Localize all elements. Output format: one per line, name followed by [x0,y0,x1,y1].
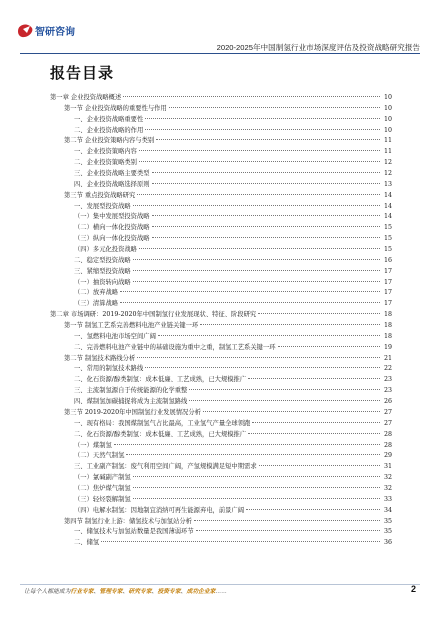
toc-entry-title: （一）抽资转向战略 [74,278,131,286]
toc-entry-page: 15 [383,235,392,243]
toc-entry-title: 第三节 重点投资战略研究 [64,191,136,199]
toc-entry[interactable] [50,278,392,289]
toc-dot-leader [123,96,380,97]
toc-dot-leader [137,194,380,195]
toc-entry-title: （一）氯碱副产制氢 [74,474,131,482]
toc-dot-leader [158,335,380,336]
toc-entry[interactable] [50,332,392,343]
toc-dot-leader [203,411,380,412]
footer-prefix: 让每个人都能成为 [24,589,71,595]
logo-text: 智研咨询 [35,27,75,38]
toc-entry[interactable] [50,169,392,180]
toc-entry-page: 27 [383,419,392,427]
footer-divider [20,584,420,585]
toc-entry-page: 18 [383,332,392,340]
footer-item: 行业专家 [70,589,94,595]
toc-entry-page: 35 [383,528,392,536]
toc-entry-page: 11 [383,148,392,156]
toc-entry-title: （二）焦炉煤气制氢 [74,484,131,492]
toc-entry[interactable] [50,299,392,310]
toc-entry-title: 第二节 企业投资策略内容与类别 [64,137,155,145]
toc-entry-page: 31 [383,463,392,471]
toc-entry-title: 一、氢燃料电池市场空间广阔 [74,332,156,340]
toc-entry-title: 二、化石资源/醇类制氢：成本低廉、工艺成熟，已大规模推广 [74,376,247,384]
toc-dot-leader [133,476,380,477]
toc-entry[interactable] [50,158,392,169]
footer-slogan [24,586,227,595]
toc-entry[interactable] [50,191,392,202]
toc-entry[interactable] [50,495,392,506]
toc-dot-leader [248,378,380,379]
toc-entry-page: 34 [383,506,392,514]
toc-entry-page: 36 [383,539,392,547]
toc-dot-leader [189,389,380,390]
toc-entry-title: 三、主流制氢源自于传统能源的化学重整 [74,387,188,395]
toc-dot-leader [120,291,380,292]
toc-dot-leader [133,487,380,488]
toc-entry-title: （四）多元化投资战略 [74,246,137,254]
toc-entry-title: （三）清算战略 [74,300,119,308]
toc-entry-page: 17 [383,300,392,308]
toc-entry-page: 17 [383,267,392,275]
footer-item: 管理专家 [99,589,123,595]
toc-dot-leader [196,530,380,531]
toc-entry-title: （四）电解水制氢：因地制宜消纳可再生能源弃电，前景广阔 [74,506,245,514]
toc-entry[interactable] [50,538,392,549]
toc-entry[interactable] [50,364,392,375]
toc-entry-title: 二、企业投资策略类别 [74,159,137,167]
toc-entry[interactable] [50,147,392,158]
toc-entry[interactable] [50,473,392,484]
footer-suffix: …… [215,589,228,595]
footer-item: 研究专家 [128,589,152,595]
toc-entry-title: 一、储氢技术与加氢站数量是我国薄弱环节 [74,528,194,536]
toc-entry-title: 第一节 制氢工艺系完善燃料电池产业链关键一环 [64,322,199,330]
toc-entry-title: 一、常用的制氢技术路线 [74,365,144,373]
toc-entry-title: 第一章 企业投资战略概述 [50,94,122,101]
toc-entry-page: 17 [383,278,392,286]
toc-entry-title: 二、稳定型投资战略 [74,256,131,264]
toc-entry-title: 三、企业投资战略主要类型 [74,170,150,178]
toc-entry-page: 12 [383,170,392,178]
toc-entry-page: 14 [383,191,392,199]
toc-entry[interactable] [50,126,392,137]
toc-entry-page: 16 [383,256,392,264]
toc-entry-title: （三）轻烃裂解制氢 [74,495,131,503]
toc-entry[interactable] [50,484,392,495]
toc-entry[interactable] [50,288,392,299]
toc-dot-leader [133,259,380,260]
toc-entry-page: 13 [383,180,392,188]
toc-entry[interactable] [50,104,392,115]
toc-entry-title: 二、储氢 [74,539,100,547]
toc-entry[interactable] [50,419,392,430]
toc-entry-title: 四、煤制氢加碳捕捉将成为主流制氢路线 [74,398,188,406]
toc-entry-page: 33 [383,495,392,503]
toc-dot-leader [145,129,380,130]
toc-entry-title: （一）集中发展型投资战略 [74,213,150,221]
toc-dot-leader [252,422,380,423]
toc-dot-leader [169,107,380,108]
toc-entry-title: 二、化石资源/醇类制氢：成本低廉、工艺成熟，已大规模推广 [74,430,247,438]
toc-entry-page: 10 [383,115,392,123]
footer-sep: 、 [151,589,158,595]
toc-entry-title: 二、完善燃料电池产业链中的基础设施为重中之重，制氢工艺系关键一环 [74,343,276,351]
report-header-title: 2020-2025年中国制氢行业市场深度评估及投资战略研究报告 [216,43,420,52]
toc-entry-title: 第三节 2019-2020年中国制氢行业发展情况分析 [64,408,201,416]
toc-entry-page: 23 [383,387,392,395]
toc-entry-page: 17 [383,289,392,297]
footer-sep: 、 [180,589,187,595]
toc-entry-page: 14 [383,202,392,210]
toc-dot-leader [114,444,380,445]
toc-entry-page: 22 [383,365,392,373]
toc-entry-page: 27 [383,408,392,416]
toc-entry[interactable] [50,180,392,191]
toc-entry-title: 第二节 制氢技术路线分析 [64,354,136,362]
footer-sep: 、 [122,589,129,595]
toc-entry-page: 23 [383,376,392,384]
toc-dot-leader [246,509,380,510]
toc-entry[interactable] [50,506,392,517]
toc-entry-page: 18 [383,311,392,319]
toc-dot-leader [133,205,380,206]
toc-dot-leader [248,433,380,434]
toc-entry-page: 10 [383,104,392,112]
toc-entry-title: （三）纵向一体化投资战略 [74,235,150,243]
toc-dot-leader [156,139,380,140]
toc-entry-title: 第一节 企业投资战略的重要性与作用 [64,104,167,112]
toc-entry[interactable] [50,386,392,397]
toc-entry[interactable] [50,527,392,538]
toc-dot-leader [139,150,380,151]
table-of-contents [50,93,392,549]
toc-entry-page: 10 [383,126,392,134]
footer-item: 投资专家 [157,589,181,595]
toc-entry[interactable] [50,212,392,223]
toc-entry-page: 19 [383,343,392,351]
toc-dot-leader [189,400,380,401]
toc-entry-page: 15 [383,224,392,232]
toc-entry-page: 11 [383,137,392,145]
toc-dot-leader [145,367,380,368]
toc-dot-leader [258,313,380,314]
footer-item: 成功企业家 [186,589,216,595]
toc-dot-leader [152,183,380,184]
toc-dot-leader [126,454,380,455]
toc-entry[interactable] [50,517,392,528]
toc-entry[interactable] [50,115,392,126]
toc-entry-title: 一、发展型投资战略 [74,202,131,210]
footer-sep: 、 [93,589,100,595]
toc-dot-leader [152,226,380,227]
toc-entry-page: 29 [383,452,392,460]
toc-dot-leader [139,161,380,162]
toc-entry[interactable] [50,321,392,332]
toc-dot-leader [101,541,380,542]
toc-entry[interactable] [50,343,392,354]
toc-entry[interactable] [50,375,392,386]
toc-entry-title: （二）天然气制氢 [74,452,125,460]
toc-dot-leader [145,118,380,119]
toc-entry[interactable] [50,136,392,147]
toc-entry[interactable] [50,451,392,462]
toc-entry[interactable] [50,354,392,365]
toc-entry[interactable] [50,245,392,256]
toc-entry-page: 12 [383,159,392,167]
toc-entry-title: 二、企业投资战略的作用 [74,126,144,134]
toc-dot-leader [152,215,380,216]
toc-dot-leader [133,270,380,271]
toc-entry-title: 四、企业投资战略选择原则 [74,180,150,188]
toc-entry[interactable] [50,93,392,104]
toc-entry[interactable] [50,223,392,234]
toc-entry-page: 14 [383,213,392,221]
toc-dot-leader [139,248,380,249]
toc-entry[interactable] [50,256,392,267]
toc-entry-title: 三、紧缩型投资战略 [74,267,131,275]
toc-entry[interactable] [50,441,392,452]
toc-entry-title: （二）放弃战略 [74,289,119,297]
toc-entry[interactable] [50,202,392,213]
toc-entry[interactable] [50,430,392,441]
toc-entry-title: （一）煤制氢 [74,441,112,449]
toc-entry-title: 第二章 市场调研：2019-2020年中国制氢行业发展现状、特征、阶段研究 [50,311,257,319]
toc-dot-leader [133,281,380,282]
toc-entry-page: 10 [383,94,392,101]
toc-entry-title: 一、企业投资战略重要性 [74,115,144,123]
toc-entry-title: （二）横向一体化投资战略 [74,224,150,232]
toc-entry-title: 第四节 制氢行业上游：储氢技术与加氢站分析 [64,517,192,525]
toc-entry-page: 28 [383,430,392,438]
toc-dot-leader [137,357,380,358]
toc-entry[interactable] [50,267,392,278]
toc-entry-page: 18 [383,322,392,330]
toc-dot-leader [133,498,380,499]
toc-dot-leader [200,324,380,325]
toc-dot-leader [152,237,380,238]
toc-entry-page: 32 [383,474,392,482]
company-logo [14,20,86,42]
toc-dot-leader [259,465,380,466]
toc-entry[interactable] [50,408,392,419]
page-number: 2 [410,584,416,594]
toc-dot-leader [194,520,380,521]
toc-entry-page: 15 [383,246,392,254]
toc-entry-page: 32 [383,484,392,492]
toc-dot-leader [278,346,381,347]
toc-entry[interactable] [50,234,392,245]
toc-entry-title: 三、工业副产制氢：废气利用空间广阔，产氢规模满足短中期需求 [74,463,257,471]
toc-dot-leader [152,172,380,173]
toc-entry[interactable] [50,397,392,408]
toc-entry-page: 21 [383,354,392,362]
toc-entry-title: 一、企业投资策略内容 [74,148,137,156]
toc-entry-title: 一、现有格局：我国煤制氢气占比最高，工业氢气产量全球领跑 [74,419,251,427]
toc-entry[interactable] [50,462,392,473]
page-title: 报告目录 [50,65,115,82]
toc-entry-page: 35 [383,517,392,525]
toc-entry[interactable] [50,310,392,321]
toc-entry-page: 26 [383,398,392,406]
header-divider [20,53,420,54]
toc-entry-page: 28 [383,441,392,449]
toc-dot-leader [120,302,380,303]
